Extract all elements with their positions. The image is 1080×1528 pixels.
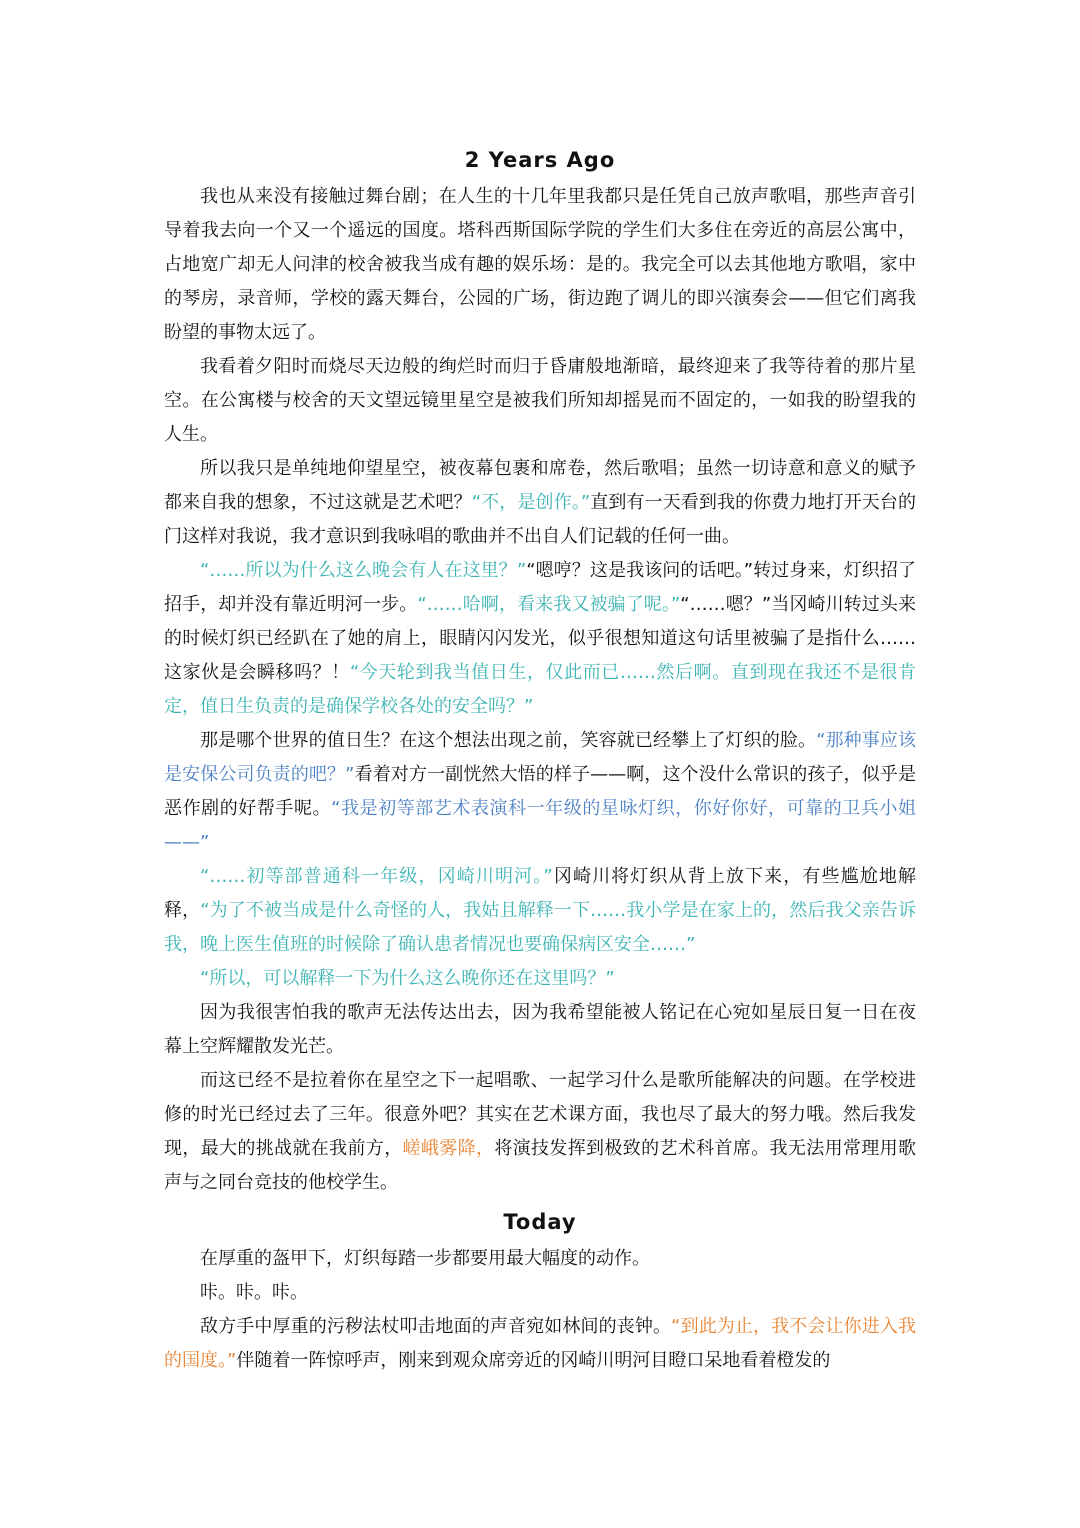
dialogue-akari-river: “为了不被当成是什么奇怪的人，我姑且解释一下……我小学是在家上的，然后我父亲告诉我，晚上医生值班的时候除了确认患者情况也要确保病区安全……” xyxy=(164,900,916,955)
section-today xyxy=(164,1202,916,1378)
dialogue-kirifuri: “到此为止，我不会让你进入我的国度。” xyxy=(164,1316,917,1371)
text-run: “嗯哼？这是我该问的话吧。”转过身来，灯织招了招手，却并没有靠近明河一步。 xyxy=(164,560,916,615)
text-run: “……嗯？”当冈崎川转过头来的时候灯织已经趴在了她的肩上，眼睛闪闪发光，似乎很想知道这句话里被骗了是指什么……这家伙是会瞬移吗？！ xyxy=(164,594,916,683)
name-highlight: 嵯峨雾降， xyxy=(402,1138,495,1159)
paragraph xyxy=(164,724,916,860)
text-run: 咔。咔。咔。 xyxy=(200,1282,308,1303)
text-run: 那是哪个世界的值日生？在这个想法出现之前，笑容就已经攀上了灯织的脸。 xyxy=(200,730,817,751)
dialogue-akari-river: “所以，可以解释一下为什么这么晚你还在这里吗？” xyxy=(200,968,615,989)
dialogue-akari-river: “……初等部普通科一年级，冈崎川明河。” xyxy=(200,866,553,887)
paragraph xyxy=(164,1276,916,1310)
text-run: 伴随着一阵惊呼声，刚来到观众席旁近的冈崎川明河目瞪口呆地看着橙发的 xyxy=(236,1350,831,1371)
dialogue-akari-river: “不，是创作。” xyxy=(471,492,591,513)
text-run: 冈崎川将灯织从背上放下来，有些尴尬地解释， xyxy=(164,866,916,921)
paragraph xyxy=(164,350,916,452)
dialogue-akari-river: “……所以为什么这么晚会有人在这里？” xyxy=(200,560,527,581)
text-run: 我看着夕阳时而烧尽天边般的绚烂时而归于昏庸般地渐暗，最终迎来了我等待着的那片星空。在公寓楼与校舍的天文望远镜里星空是被我们所知却摇晃而不固定的，一如我的盼望我的人生。 xyxy=(164,356,916,445)
dialogue-akari-river: “……哈啊，看来我又被骗了呢。” xyxy=(417,594,681,615)
paragraph xyxy=(164,554,916,724)
text-run: 我也从来没有接触过舞台剧；在人生的十几年里我都只是任凭自己放声歌唱，那些声音引导着我去向一个又一个遥远的国度。塔科西斯国际学院的学生们大多住在旁近的高层公寓中，占地宽广却无人问津的校舍被我当成有趣的娱乐场：是的。我完全可以去其他地方歌唱，家中的琴房，录音师，学校的露天舞台，公园的广场，街边跑了调儿的即兴演奏会——但它们离我盼望的事物太远了。 xyxy=(164,186,916,343)
paragraph xyxy=(164,1064,916,1200)
text-run: 直到有一天看到我的你费力地打开天台的门这样对我说，我才意识到我咏唱的歌曲并不出自人们记载的任何一曲。 xyxy=(164,492,917,547)
section-heading: 2 Years Ago xyxy=(464,148,616,172)
text-run: 所以我只是单纯地仰望星空，被夜幕包裹和席卷，然后歌唱；虽然一切诗意和意义的赋予都来自我的想象，不过这就是艺术吧？ xyxy=(164,458,916,513)
paragraph xyxy=(164,180,916,350)
paragraph xyxy=(164,1242,916,1276)
text-run: 而这已经不是拉着你在星空之下一起唱歌、一起学习什么是歌所能解决的问题。在学校进修的时光已经过去了三年。很意外吧？其实在艺术课方面，我也尽了最大的努力哦。然后我发现，最大的挑战就在我前方， xyxy=(164,1070,916,1159)
dialogue-hiori: “我是初等部艺术表演科一年级的星咏灯织，你好你好，可靠的卫兵小姐——” xyxy=(164,798,917,853)
text-run: 因为我很害怕我的歌声无法传达出去，因为我希望能被人铭记在心宛如星辰日复一日在夜幕上空辉耀散发光芒。 xyxy=(164,1002,916,1057)
text-run: 敌方手中厚重的污秽法杖叩击地面的声音宛如林间的丧钟。 xyxy=(200,1316,672,1337)
section-heading: Today xyxy=(503,1210,577,1234)
paragraph xyxy=(164,962,916,996)
dialogue-hiori: “那种事应该是安保公司负责的吧？” xyxy=(164,730,917,785)
paragraph xyxy=(164,1310,916,1378)
text-run: 在厚重的盔甲下，灯织每踏一步都要用最大幅度的动作。 xyxy=(200,1248,650,1269)
paragraph xyxy=(164,996,916,1064)
document-page xyxy=(164,140,916,1378)
section-2-years-ago xyxy=(164,140,916,1200)
text-run: 将演技发挥到极致的艺术科首席。我无法用常理用歌声与之同台竞技的他校学生。 xyxy=(164,1138,917,1193)
paragraph xyxy=(164,860,916,962)
text-run: 看着对方一副恍然大悟的样子——啊，这个没什么常识的孩子，似乎是恶作剧的好帮手呢。 xyxy=(164,764,917,819)
dialogue-akari-river: “今天轮到我当值日生，仅此而已……然后啊。直到现在我还不是很肯定，值日生负责的是确保学校各处的安全吗？” xyxy=(164,662,916,717)
paragraph xyxy=(164,452,916,554)
